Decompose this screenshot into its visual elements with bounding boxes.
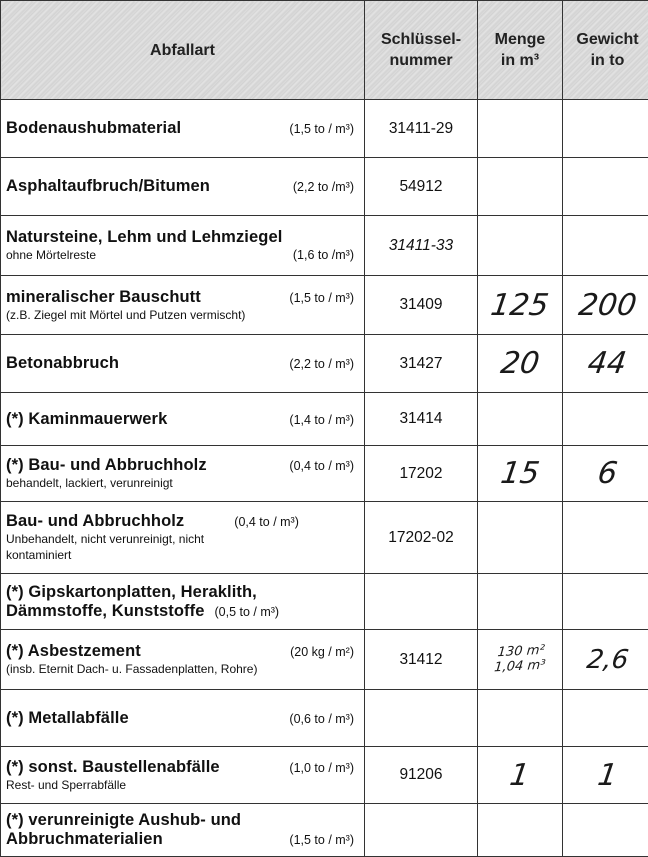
quantity-cell bbox=[478, 804, 563, 857]
table-row bbox=[1, 502, 648, 574]
waste-type-note: Rest- und Sperrabfälle bbox=[6, 777, 127, 792]
waste-type-note: behandelt, lackiert, verunreinigt bbox=[6, 476, 173, 490]
density-rate: (0,6 to / m³) bbox=[289, 711, 354, 726]
header-menge: Menge in m³ bbox=[478, 1, 563, 100]
table-row bbox=[1, 574, 648, 630]
table-row bbox=[1, 690, 648, 747]
waste-type-title: (*) Metallabfälle bbox=[6, 708, 129, 727]
quantity-cell bbox=[478, 747, 563, 804]
density-rate: (0,4 to / m³) bbox=[234, 515, 299, 529]
waste-type-note: kontaminiert bbox=[6, 548, 72, 562]
table-row bbox=[1, 276, 648, 335]
handwritten-quantity: 125 bbox=[488, 287, 552, 323]
quantity-cell bbox=[478, 335, 563, 393]
waste-type-cell bbox=[1, 690, 365, 747]
waste-key-cell: 17202 bbox=[365, 446, 478, 502]
quantity-cell bbox=[478, 158, 563, 216]
weight-cell bbox=[563, 690, 648, 747]
waste-type-note: ohne Mörtelreste bbox=[6, 248, 97, 262]
waste-key-cell: 31411-29 bbox=[365, 100, 478, 158]
waste-type-title: mineralischer Bauschutt bbox=[6, 287, 201, 306]
waste-type-title: Bau- und Abbruchholz bbox=[6, 512, 185, 530]
waste-type-cell bbox=[1, 804, 365, 857]
waste-key-cell: 54912 bbox=[365, 158, 478, 216]
weight-cell bbox=[563, 747, 648, 804]
waste-type-title: Dämmstoffe, Kunststoffe bbox=[6, 601, 205, 620]
waste-type-title: Asphaltaufbruch/Bitumen bbox=[6, 177, 210, 195]
density-rate: (0,4 to / m³) bbox=[289, 459, 354, 473]
table-row bbox=[1, 393, 648, 446]
waste-type-title: Betonabbruch bbox=[6, 354, 120, 372]
handwritten-weight: 200 bbox=[576, 287, 639, 323]
table-row bbox=[1, 216, 648, 276]
waste-type-cell bbox=[1, 446, 365, 502]
density-rate: (0,5 to / m³) bbox=[214, 604, 280, 619]
waste-type-note: (insb. Eternit Dach- u. Fassadenplatten, Rohre) bbox=[6, 662, 258, 676]
weight-cell bbox=[563, 216, 648, 276]
density-rate: (1,5 to / m³) bbox=[289, 290, 354, 305]
quantity-cell bbox=[478, 276, 563, 335]
waste-key-cell: 31409 bbox=[365, 276, 478, 335]
waste-key-cell bbox=[365, 690, 478, 747]
handwritten-quantity: 1 bbox=[507, 757, 533, 793]
density-rate: (1,6 to /m³) bbox=[292, 248, 354, 262]
quantity-cell bbox=[478, 574, 563, 630]
weight-cell bbox=[563, 158, 648, 216]
quantity-cell bbox=[478, 393, 563, 446]
handwritten-weight: 2,6 bbox=[584, 644, 631, 675]
header-gewicht: Gewicht in to bbox=[563, 1, 648, 100]
handwritten-weight: 6 bbox=[595, 456, 620, 491]
quantity-cell bbox=[478, 690, 563, 747]
handwritten-quantity: 130 m² 1,04 m³ bbox=[493, 642, 546, 676]
table-row bbox=[1, 630, 648, 690]
waste-type-note: Unbehandelt, nicht verunreinigt, nicht bbox=[6, 532, 205, 546]
waste-type-cell bbox=[1, 216, 365, 276]
weight-cell bbox=[563, 804, 648, 857]
waste-type-cell bbox=[1, 630, 365, 690]
density-rate: (2,2 to / m³) bbox=[289, 357, 354, 371]
handwritten-quantity: 20 bbox=[498, 346, 542, 381]
table-row bbox=[1, 100, 648, 158]
weight-cell bbox=[563, 276, 648, 335]
density-rate: (1,4 to / m³) bbox=[289, 412, 354, 427]
waste-type-title: (*) Bau- und Abbruchholz bbox=[6, 456, 207, 474]
weight-cell bbox=[563, 100, 648, 158]
weight-cell bbox=[563, 446, 648, 502]
waste-type-cell bbox=[1, 158, 365, 216]
density-rate: (1,5 to / m³) bbox=[289, 122, 354, 136]
quantity-cell bbox=[478, 630, 563, 690]
waste-key-cell: 31411-33 bbox=[365, 216, 478, 276]
waste-type-title: (*) sonst. Baustellenabfälle bbox=[6, 757, 220, 776]
waste-type-title: (*) verunreinigte Aushub- und bbox=[6, 811, 242, 829]
density-rate: (1,0 to / m³) bbox=[289, 760, 354, 775]
waste-type-cell bbox=[1, 335, 365, 393]
waste-key-cell: 31427 bbox=[365, 335, 478, 393]
waste-type-title: (*) Kaminmauerwerk bbox=[6, 409, 168, 428]
waste-type-title: Abbruchmaterialien bbox=[6, 830, 163, 848]
waste-key-cell bbox=[365, 574, 478, 630]
weight-cell bbox=[563, 335, 648, 393]
waste-type-cell bbox=[1, 100, 365, 158]
waste-key-cell: 91206 bbox=[365, 747, 478, 804]
table-row bbox=[1, 804, 648, 857]
quantity-cell bbox=[478, 100, 563, 158]
table-row bbox=[1, 446, 648, 502]
quantity-cell bbox=[478, 216, 563, 276]
handwritten-quantity: 15 bbox=[498, 456, 542, 491]
waste-key-cell bbox=[365, 804, 478, 857]
waste-type-title: (*) Gipskartonplatten, Heraklith, bbox=[6, 582, 257, 601]
waste-type-title: Bodenaushubmaterial bbox=[6, 119, 182, 137]
density-rate: (20 kg / m²) bbox=[290, 645, 354, 659]
header-schluesselnummer: Schlüssel- nummer bbox=[365, 1, 478, 100]
weight-cell bbox=[563, 574, 648, 630]
table-row bbox=[1, 747, 648, 804]
header-row bbox=[1, 1, 648, 100]
handwritten-weight: 44 bbox=[585, 346, 630, 381]
header-abfallart: Abfallart bbox=[1, 1, 365, 100]
weight-cell bbox=[563, 393, 648, 446]
waste-type-cell bbox=[1, 502, 365, 574]
table-row bbox=[1, 335, 648, 393]
waste-key-cell: 31414 bbox=[365, 393, 478, 446]
waste-type-cell bbox=[1, 574, 365, 630]
density-rate: (2,2 to /m³) bbox=[292, 180, 354, 194]
quantity-cell bbox=[478, 446, 563, 502]
table-row bbox=[1, 158, 648, 216]
quantity-cell bbox=[478, 502, 563, 574]
waste-type-title: Natursteine, Lehm und Lehmziegel bbox=[6, 228, 283, 246]
waste-type-note: (z.B. Ziegel mit Mörtel und Putzen vermischt) bbox=[6, 307, 246, 322]
waste-type-cell bbox=[1, 747, 365, 804]
weight-cell bbox=[563, 502, 648, 574]
handwritten-weight: 1 bbox=[595, 757, 620, 793]
waste-type-cell bbox=[1, 276, 365, 335]
waste-type-title: (*) Asbestzement bbox=[6, 642, 141, 660]
weight-cell bbox=[563, 630, 648, 690]
waste-type-cell bbox=[1, 393, 365, 446]
waste-key-cell: 17202-02 bbox=[365, 502, 478, 574]
density-rate: (1,5 to / m³) bbox=[289, 833, 354, 847]
waste-key-cell: 31412 bbox=[365, 630, 478, 690]
